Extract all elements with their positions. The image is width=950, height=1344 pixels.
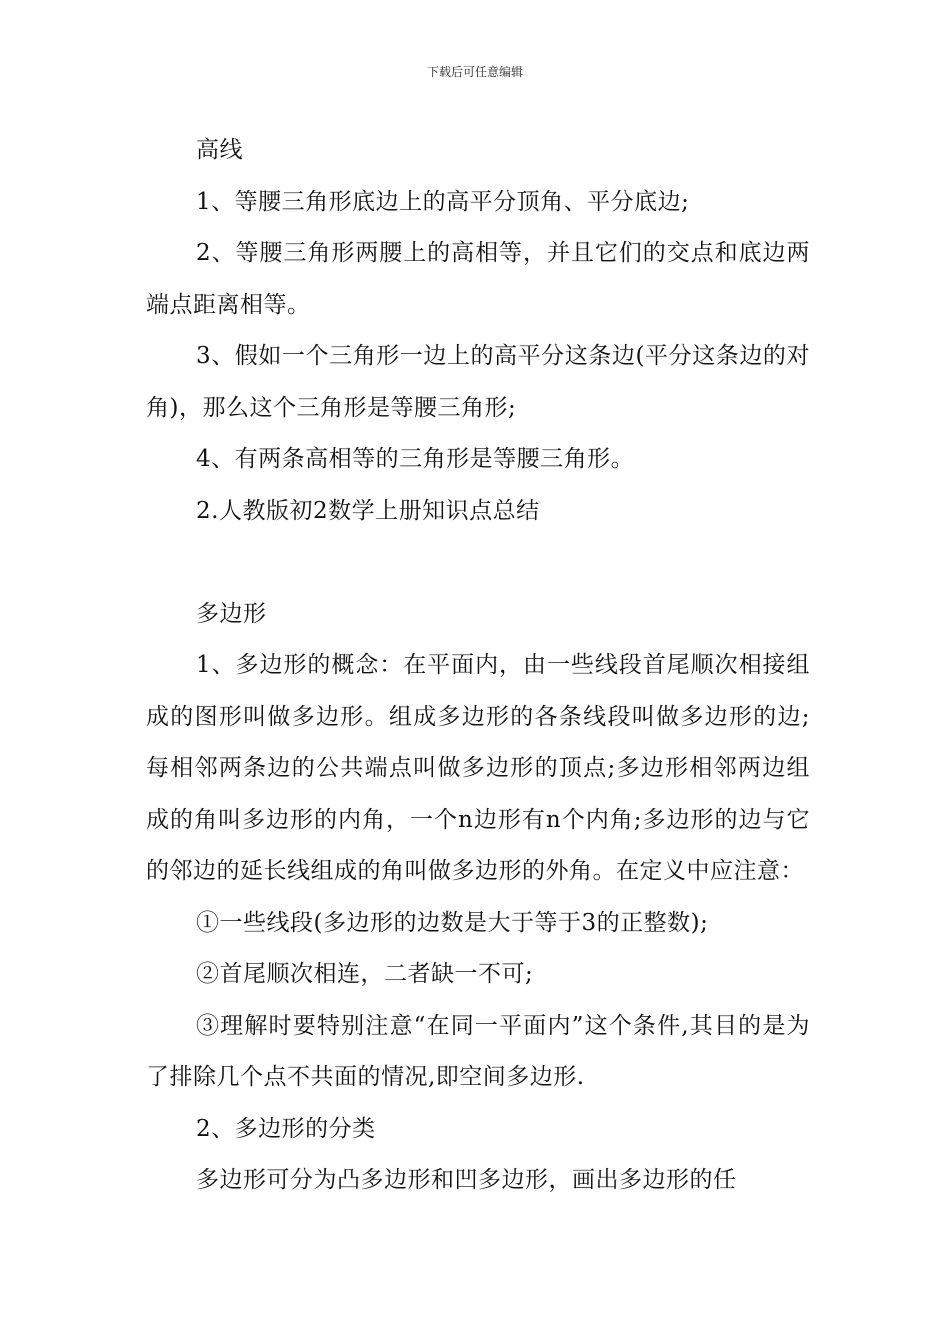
paragraph: 1、多边形的概念：在平面内，由一些线段首尾顺次相接组成的图形叫做多边形。组成多边形的各条线段叫做多边形的边;每相邻两条边的公共端点叫做多边形的顶点;多边形相邻两边组成的角叫多边形的内角，一个n边形有n个内角;多边形的边与它的邻边的延长线组成的角叫做多边形的外角。在定义中应注意： — [146, 652, 810, 884]
paragraph: 2、多边形的分类 — [196, 1115, 376, 1142]
list-item: ①一些线段(多边形的边数是大于等于3的正整数); — [196, 909, 709, 936]
paragraph: 1、等腰三角形底边上的高平分顶角、平分底边; — [196, 188, 690, 215]
section-heading-polygon: 多边形 — [196, 600, 267, 627]
document-body — [146, 125, 810, 1207]
paragraph: 3、假如一个三角形一边上的高平分这条边(平分这条边的对角)，那么这个三角形是等腰三角形; — [146, 343, 810, 421]
list-item: ②首尾顺次相连，二者缺一不可; — [196, 961, 534, 987]
page-header: 下载后可任意编辑 — [426, 65, 523, 79]
section-title: 2.人教版初2数学上册知识点总结 — [196, 497, 540, 524]
paragraph: 2、等腰三角形两腰上的高相等，并且它们的交点和底边两端点距离相等。 — [146, 240, 810, 318]
section-heading-altitude: 高线 — [196, 137, 243, 163]
paragraph: 多边形可分为凸多边形和凹多边形，画出多边形的任 — [196, 1167, 737, 1193]
blank-line — [146, 537, 810, 589]
list-item: ③理解时要特别注意“在同一平面内”这个条件,其目的是为了排除几个点不共面的情况,即空间多边形. — [146, 1012, 810, 1090]
paragraph: 4、有两条高相等的三角形是等腰三角形。 — [196, 446, 635, 472]
